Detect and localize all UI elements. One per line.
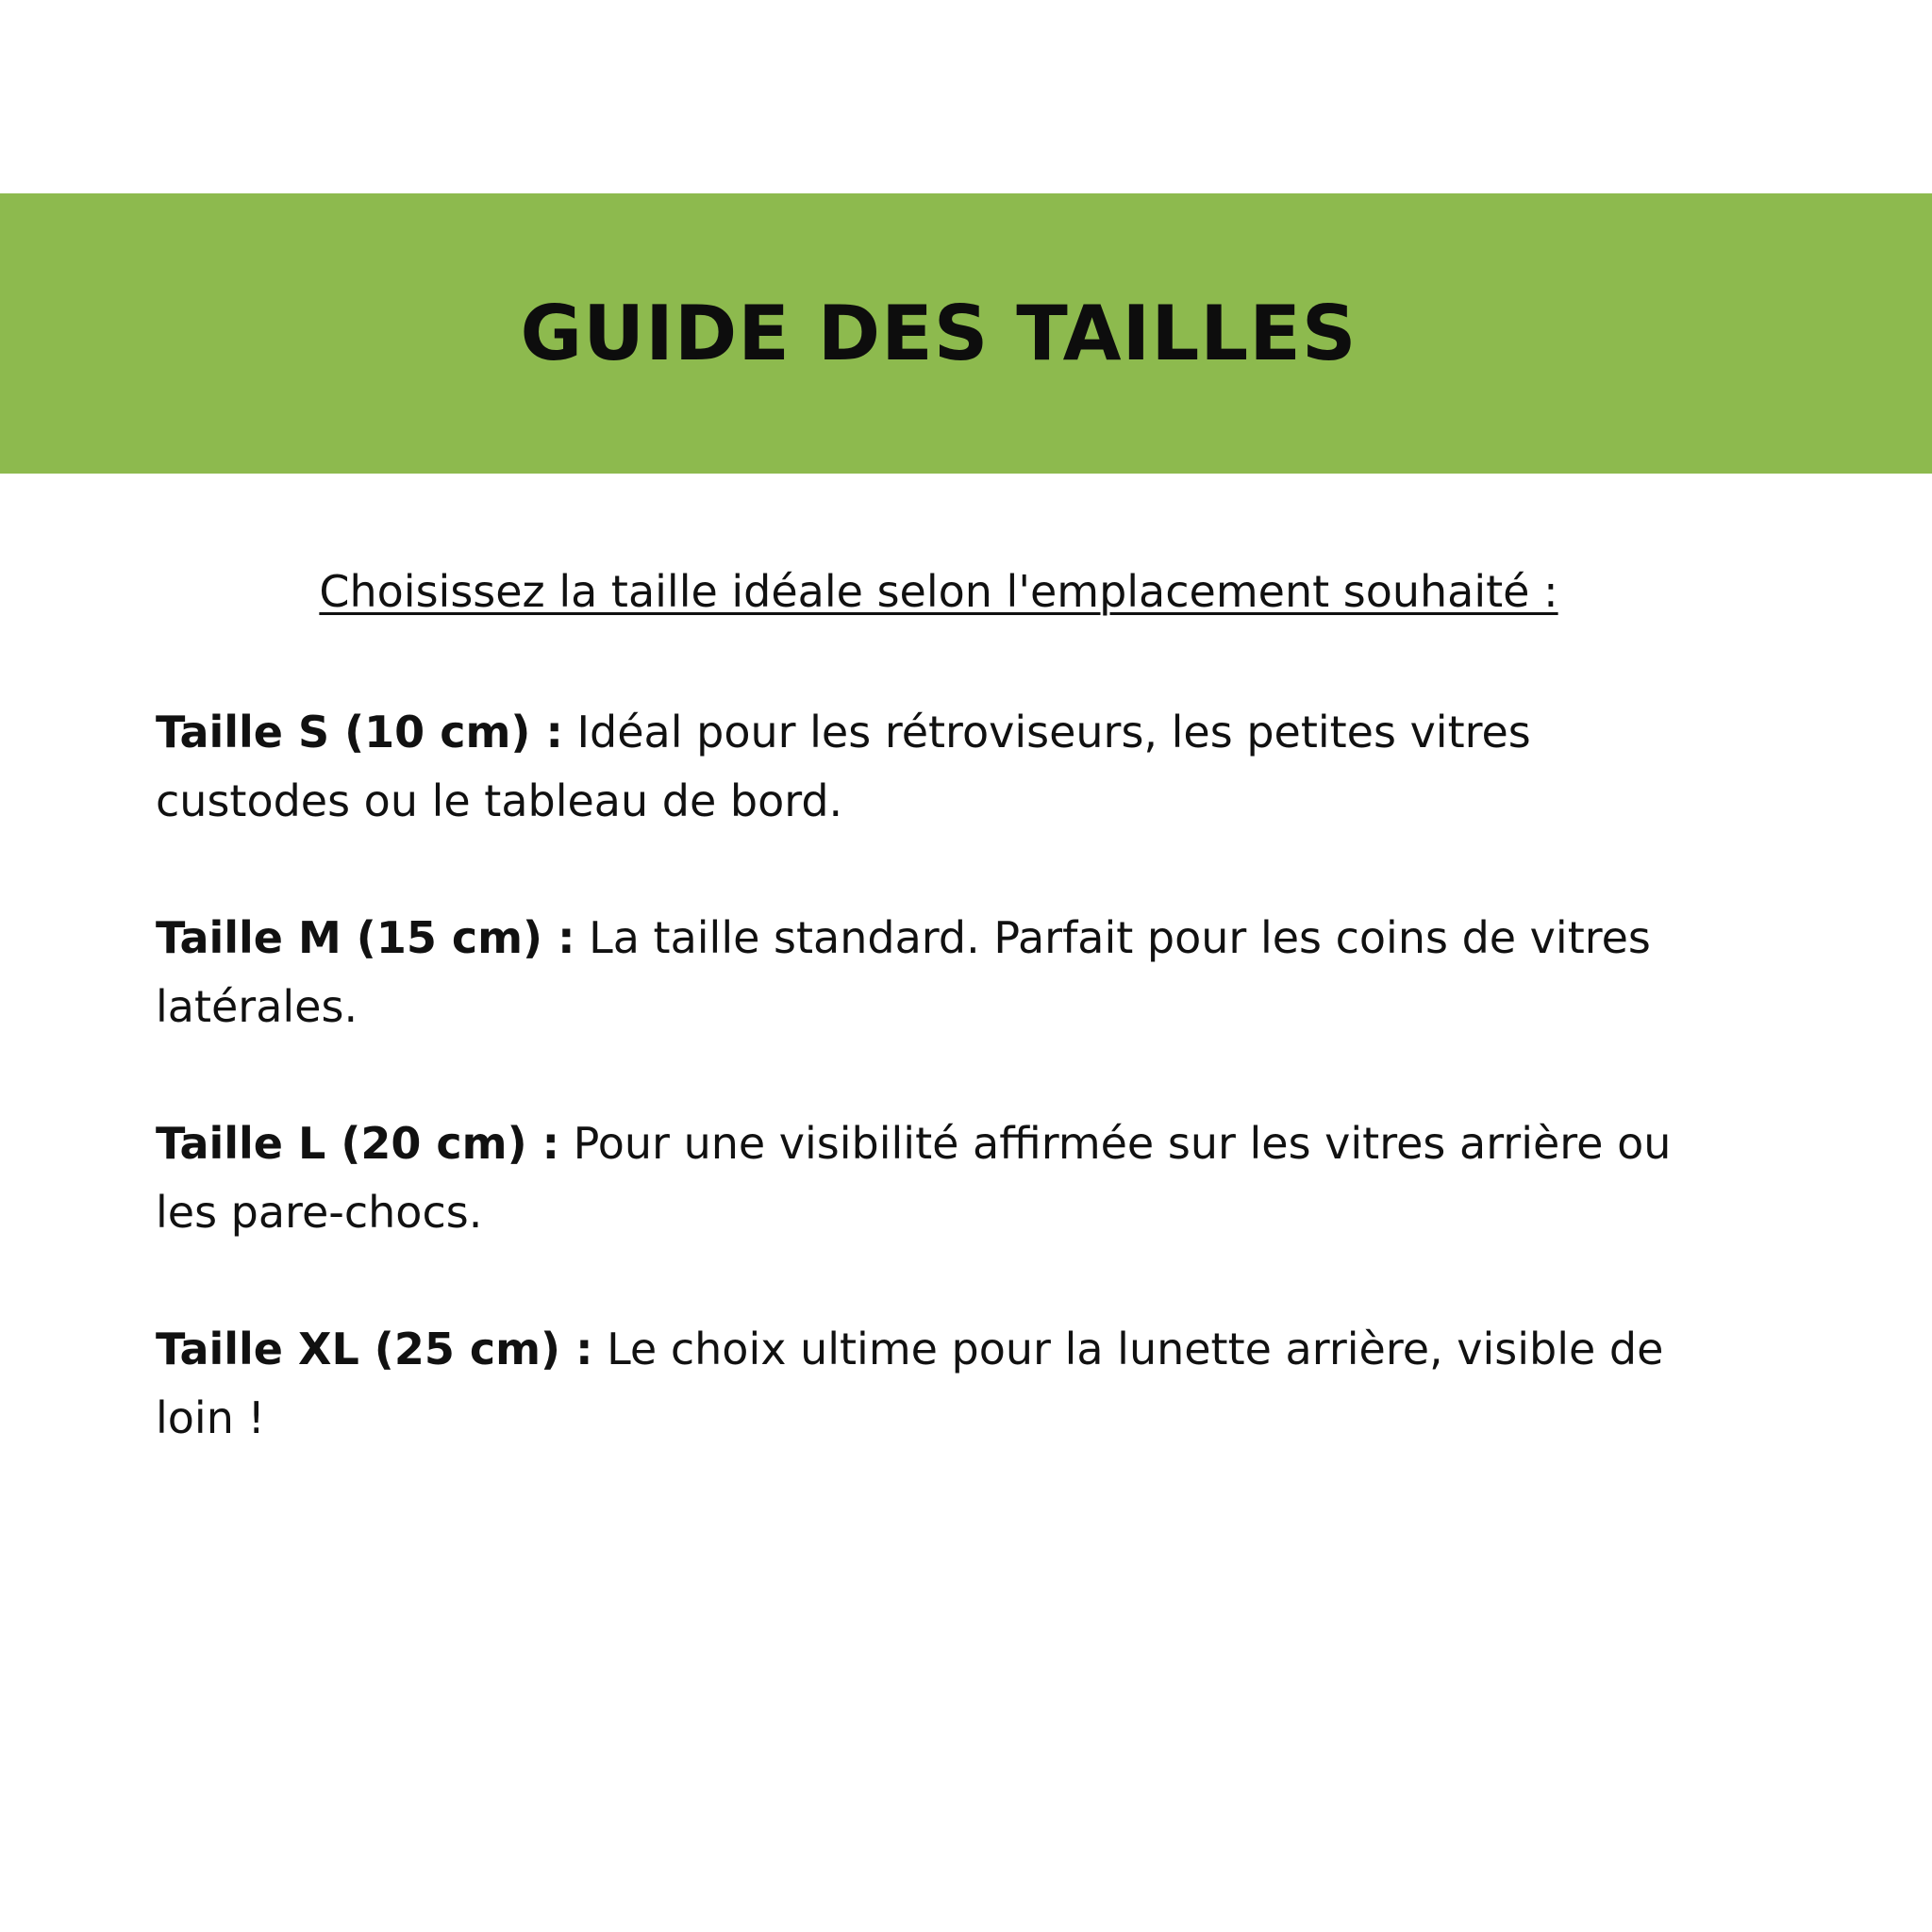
intro-text: Choisissez la taille idéale selon l'emplacement souhaité : — [319, 566, 1558, 617]
size-label: Taille XL (25 cm) : — [156, 1324, 593, 1374]
title-banner — [0, 193, 1932, 474]
size-description: Le choix ultime pour la lunette arrière, visible de loin ! — [156, 1324, 1664, 1443]
size-list — [156, 698, 1722, 1521]
size-description: Idéal pour les rétroviseurs, les petites vitres custodes ou le tableau de bord. — [156, 707, 1531, 826]
size-item-l — [156, 1109, 1722, 1247]
size-label: Taille M (15 cm) : — [156, 912, 575, 963]
size-label: Taille L (20 cm) : — [156, 1118, 560, 1169]
size-item-s — [156, 698, 1722, 836]
size-label: Taille S (10 cm) : — [156, 707, 563, 758]
page-title: GUIDE DES TAILLES — [520, 290, 1357, 377]
size-item-xl — [156, 1315, 1722, 1453]
size-item-m — [156, 904, 1722, 1041]
size-description: La taille standard. Parfait pour les coins de vitres latérales. — [156, 912, 1651, 1032]
size-description: Pour une visibilité affirmée sur les vitres arrière ou les pare-chocs. — [156, 1118, 1672, 1238]
